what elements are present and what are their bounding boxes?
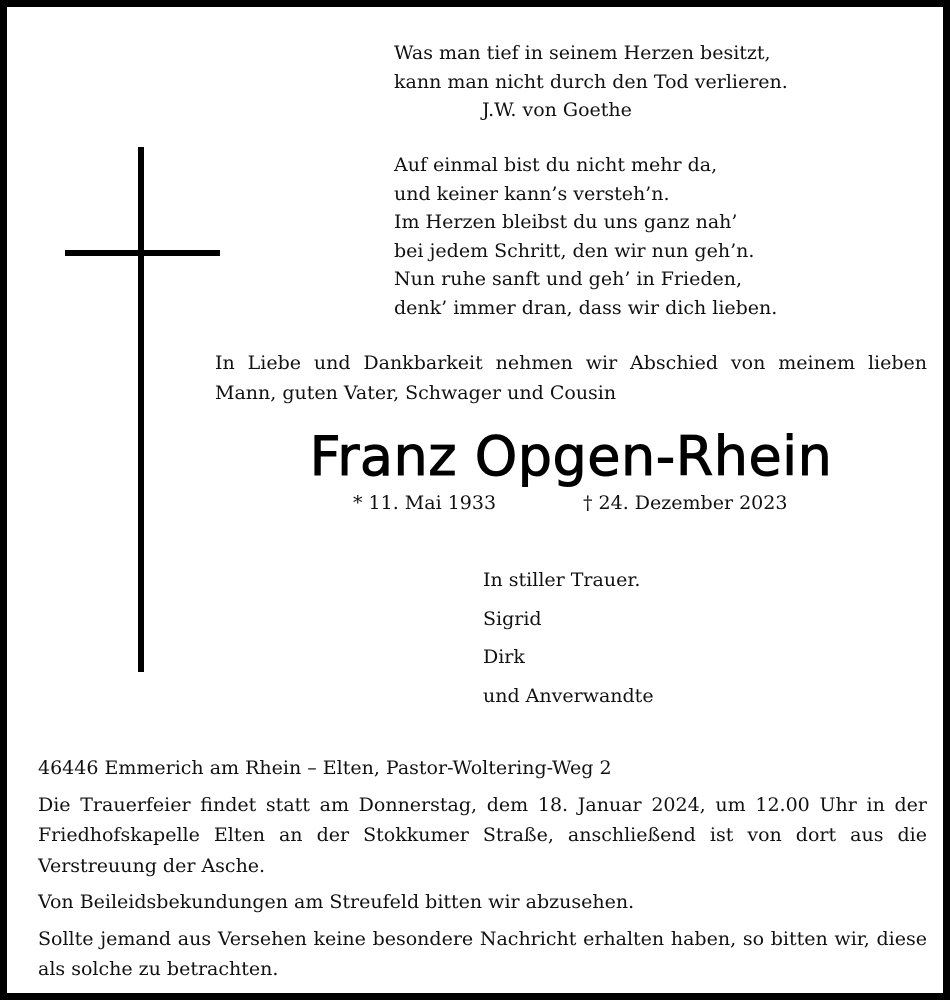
mourners-block: [483, 561, 654, 715]
mourner-name: und Anverwandte: [483, 684, 654, 707]
poem-line: und keiner kann’s versteh’n.: [394, 182, 670, 205]
poem-line: bei jedem Schritt, den wir nun geh’n.: [394, 239, 755, 262]
condolences-note: Von Beileidsbekundungen am Streufeld bitten wir abzusehen.: [38, 891, 635, 913]
intro-text: In Liebe und Dankbarkeit nehmen wir Abschied von meinem lieben Mann, guten Vater, Schwager und Cousin: [215, 352, 927, 404]
address: 46446 Emmerich am Rhein – Elten, Pastor-Woltering-Weg 2: [38, 757, 612, 779]
deceased-name: Franz Opgen-Rhein: [309, 425, 833, 488]
poem-line: Auf einmal bist du nicht mehr da,: [394, 154, 718, 176]
quote-line: kann man nicht durch den Tod verlieren.: [394, 70, 788, 93]
mourners-heading: In stiller Trauer.: [483, 569, 641, 591]
poem: [394, 151, 834, 323]
poem-line: denk’ immer dran, dass wir dich lieben.: [394, 296, 778, 319]
cross-vertical-bar: [138, 147, 144, 672]
poem-line: Nun ruhe sanft und geh’ in Frieden,: [394, 268, 743, 291]
goethe-quote: [394, 39, 834, 125]
quote-author: J.W. von Goethe: [482, 99, 632, 122]
footer-details: [38, 753, 927, 991]
cross-horizontal-bar: [65, 250, 220, 256]
poem-line: Im Herzen bleibst du uns ganz nah’: [394, 211, 738, 234]
birth-date: * 11. Mai 1933: [353, 492, 497, 514]
mourner-name: Sigrid: [483, 607, 542, 630]
quote-line: Was man tief in seinem Herzen besitzt,: [394, 42, 771, 64]
notification-note: Sollte jemand aus Versehen keine besondere Nachricht erhalten haben, so bitten wir, diese als solche zu betrachten.: [38, 927, 927, 980]
mourner-name: Dirk: [483, 646, 525, 668]
death-date: † 24. Dezember 2023: [583, 492, 788, 514]
ceremony-info: Die Trauerfeier findet statt am Donnerstag, dem 18. Januar 2024, um 12.00 Uhr in der Friedhofskapelle Elten an der Stokkumer Straße, anschließend ist von dort aus die Verstreuung der Asche.: [38, 793, 927, 877]
